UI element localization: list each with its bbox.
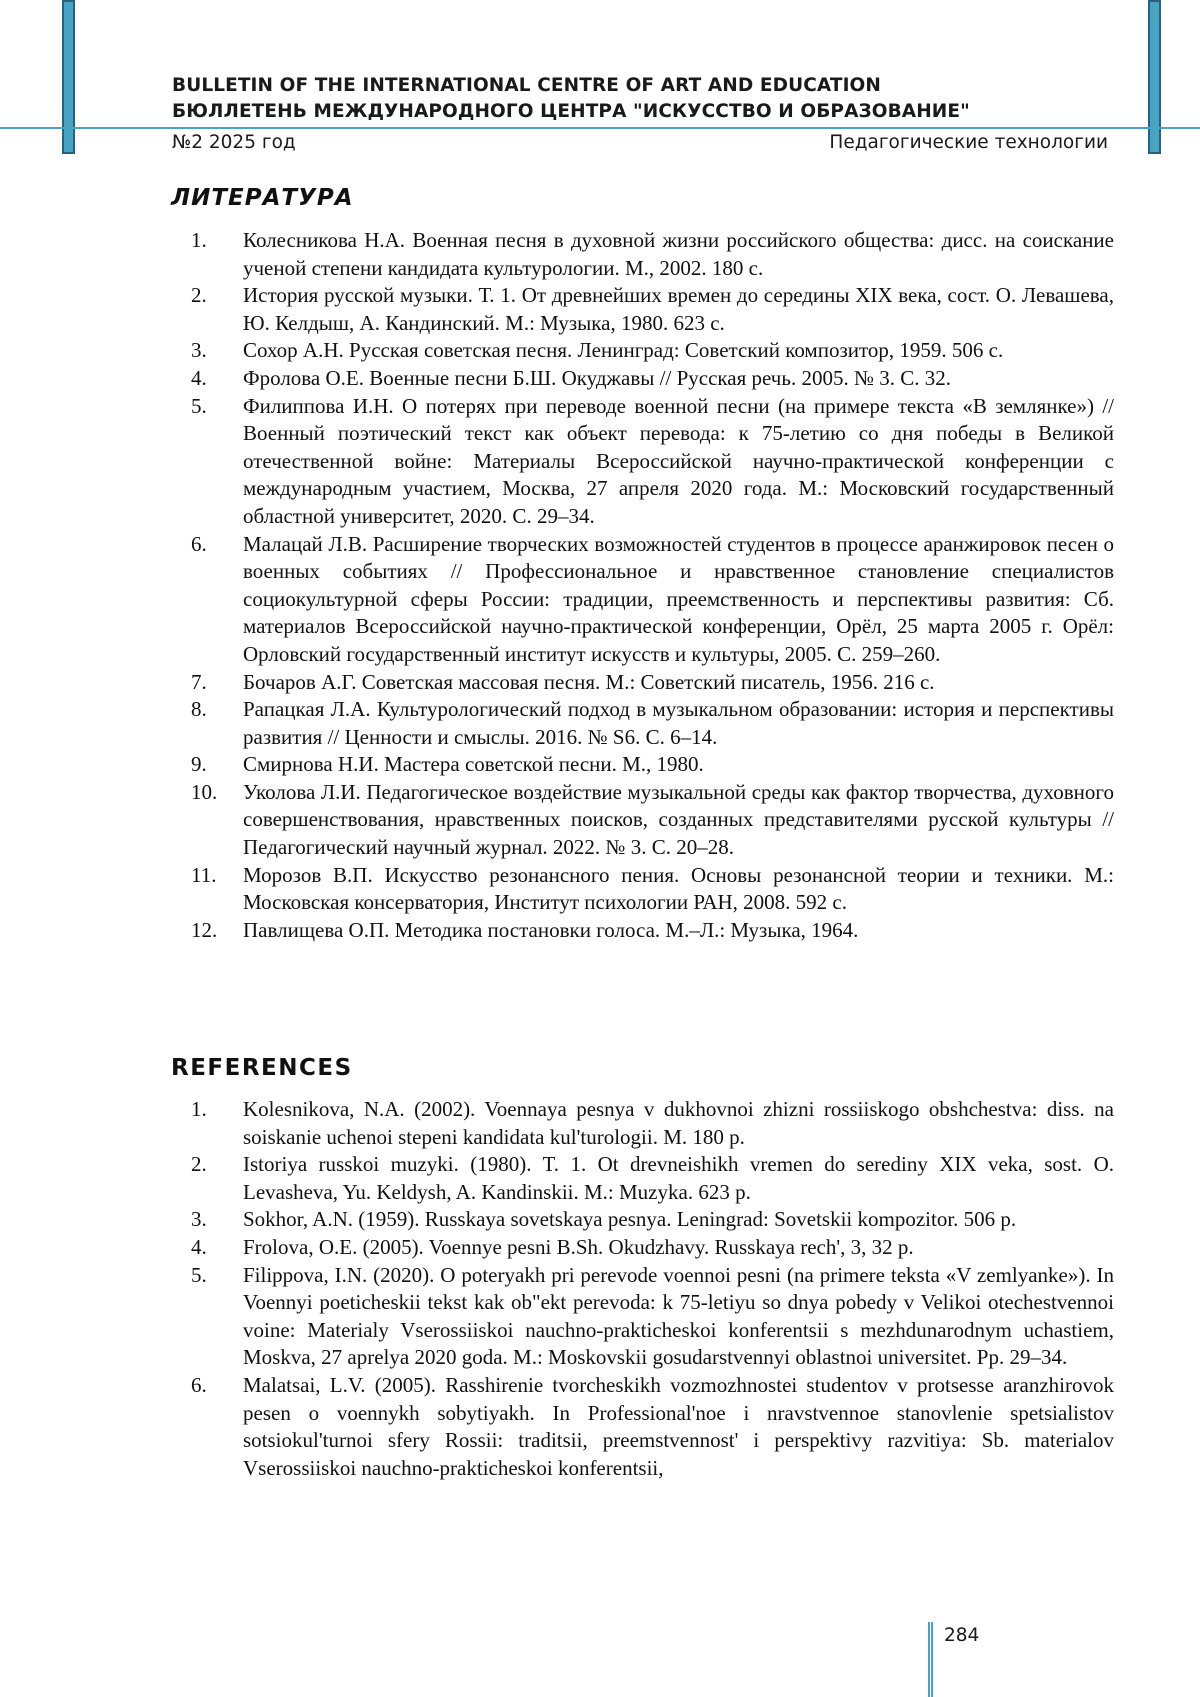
references-heading: REFERENCES bbox=[171, 1055, 353, 1081]
reference-item bbox=[191, 227, 1114, 282]
section-label: Педагогические технологии bbox=[829, 132, 1108, 153]
reference-text: Малацай Л.В. Расширение творческих возможностей студентов в процессе аранжировок песен о военных событиях // Профессиональное и нравственное становление специалистов социокультурной сферы России: традиции, преемственность и перспективы развития: Сб. материалов Всероссийской научно-практической конференции, Орёл, 25 марта 2005 г. Орёл: Орловский государственный институт искусств и культуры, 2005. С. 259–260. bbox=[243, 531, 1114, 666]
reference-number: 1. bbox=[191, 1097, 207, 1121]
reference-item bbox=[191, 1372, 1114, 1482]
references-list bbox=[191, 1096, 1114, 1482]
reference-text: Уколова Л.И. Педагогическое воздействие музыкальной среды как фактор творчества, духовного совершенствования, нравственных поисков, созданных представителями русской культуры // Педагогический научный журнал. 2022. № 3. С. 20–28. bbox=[243, 779, 1114, 860]
reference-text: Фролова О.Е. Военные песни Б.Ш. Окуджавы // Русская речь. 2005. № 3. С. 32. bbox=[243, 365, 951, 390]
reference-item bbox=[191, 862, 1114, 917]
reference-text: История русской музыки. Т. 1. От древнейших времен до середины XIX века, сост. О. Левашева, Ю. Келдыш, А. Кандинский. М.: Музыка, 1980. 623 с. bbox=[243, 283, 1114, 335]
reference-number: 4. bbox=[191, 365, 207, 390]
reference-item bbox=[191, 282, 1114, 337]
reference-text: Kolesnikova, N.A. (2002). Voennaya pesnya v dukhovnoi zhizni rossiiskogo obshchestva: diss. na soiskanie uchenoi stepeni kandidata kul'turologii. M. 180 p. bbox=[243, 1097, 1114, 1149]
reference-number: 5. bbox=[191, 1262, 207, 1287]
reference-text: Malatsai, L.V. (2005). Rasshirenie tvorcheskikh vozmozhnostei studentov v protsesse aranzhirovok pesen o voennykh sobytiyakh. In Professional'noe i nravstvennoe stanovlenie spetsialistov sotsiokul'turnoi sfery Rossii: traditsii, preemstvennost' i perspektivy razvitiya: Sb. materialov Vserossiiskoi nauchno-prakticheskoi konferentsii, bbox=[243, 1372, 1114, 1480]
reference-item bbox=[191, 696, 1114, 751]
reference-item bbox=[191, 1096, 1114, 1151]
reference-item bbox=[191, 337, 1114, 365]
reference-number: 4. bbox=[191, 1234, 207, 1259]
reference-text: Смирнова Н.И. Мастера советской песни. М., 1980. bbox=[243, 752, 704, 777]
reference-text: Колесникова Н.А. Военная песня в духовной жизни российского общества: дисс. на соискание ученой степени кандидата культурологии. М., 2002. 180 с. bbox=[243, 228, 1114, 280]
journal-header bbox=[172, 73, 1112, 125]
reference-text: Frolova, O.E. (2005). Voennye pesni B.Sh. Okudzhavy. Russkaya rech', 3, 32 p. bbox=[243, 1234, 914, 1259]
literature-list bbox=[191, 227, 1114, 944]
page-number-bar bbox=[928, 1622, 933, 1697]
reference-text: Сохор А.Н. Русская советская песня. Ленинград: Советский композитор, 1959. 506 с. bbox=[243, 338, 1004, 363]
reference-item bbox=[191, 1206, 1114, 1234]
reference-item bbox=[191, 917, 1114, 945]
reference-item bbox=[191, 531, 1114, 669]
literature-heading: ЛИТЕРАТУРА bbox=[171, 185, 354, 211]
left-decorative-bar bbox=[62, 0, 75, 154]
reference-number: 2. bbox=[191, 1152, 207, 1177]
reference-number: 3. bbox=[191, 338, 207, 363]
reference-item bbox=[191, 669, 1114, 697]
journal-title-en: BULLETIN OF THE INTERNATIONAL CENTRE OF ART AND EDUCATION bbox=[172, 75, 881, 96]
reference-text: Sokhor, A.N. (1959). Russkaya sovetskaya pesnya. Leningrad: Sovetskii kompozitor. 506 p. bbox=[243, 1207, 1017, 1232]
journal-title-ru: БЮЛЛЕТЕНЬ МЕЖДУНАРОДНОГО ЦЕНТРА "ИСКУССТВО И ОБРАЗОВАНИЕ" bbox=[172, 101, 970, 122]
reference-number: 6. bbox=[191, 1372, 207, 1397]
reference-number: 6. bbox=[191, 531, 207, 556]
reference-text: Filippova, I.N. (2020). O poteryakh pri perevode voennoi pesni (na primere teksta «V zemlyanke»). In Voennyi poeticheskii tekst kak ob"ekt perevoda: k 75-letiyu so dnya pobedy v Velikoi otechestvennoi voine: Materialy Vserossiiskoi nauchno-prakticheskoi konferentsii s mezhdunarodnym uchastiem, Moskva, 27 aprelya 2020 goda. M.: Moskovskii gosudarstvennyi oblastnoi universitet. Pp. 29–34. bbox=[243, 1262, 1114, 1370]
reference-text: Филиппова И.Н. О потерях при переводе военной песни (на примере текста «В землянке») // Военный поэтический текст как объект перевода: к 75-летию со дня победы в Великой отечественной войне: Материалы Всероссийской научно-практической конференции с международным участием, Москва, 27 апреля 2020 года. М.: Московский государственный областной университет, 2020. С. 29–34. bbox=[243, 393, 1114, 528]
reference-item bbox=[191, 393, 1114, 531]
reference-number: 8. bbox=[191, 697, 207, 722]
reference-item bbox=[191, 779, 1114, 862]
reference-item bbox=[191, 365, 1114, 393]
reference-item bbox=[191, 1151, 1114, 1206]
reference-number: 12. bbox=[191, 917, 218, 942]
reference-item bbox=[191, 1234, 1114, 1262]
reference-number: 7. bbox=[191, 669, 207, 694]
reference-number: 10. bbox=[191, 779, 218, 804]
issue-label: №2 2025 год bbox=[172, 132, 296, 153]
reference-text: Павлищева О.П. Методика постановки голоса. М.–Л.: Музыка, 1964. bbox=[243, 917, 859, 942]
reference-number: 2. bbox=[191, 283, 207, 308]
reference-number: 9. bbox=[191, 752, 207, 777]
reference-text: Бочаров А.Г. Советская массовая песня. М.: Советский писатель, 1956. 216 с. bbox=[243, 669, 935, 694]
reference-text: Istoriya russkoi muzyki. (1980). T. 1. Ot drevneishikh vremen do serediny XIX veka, sost. O. Levasheva, Yu. Keldysh, A. Kandinskii. M.: Muzyka. 623 p. bbox=[243, 1152, 1114, 1204]
header-rule bbox=[0, 127, 1200, 129]
right-decorative-bar bbox=[1148, 0, 1161, 154]
reference-item bbox=[191, 1262, 1114, 1372]
reference-number: 5. bbox=[191, 393, 207, 418]
reference-text: Рапацкая Л.А. Культурологический подход в музыкальном образовании: история и перспективы развития // Ценности и смыслы. 2016. № S6. С. 6–14. bbox=[243, 697, 1114, 749]
reference-number: 1. bbox=[191, 228, 207, 252]
page-number: 284 bbox=[944, 1625, 980, 1646]
reference-number: 3. bbox=[191, 1207, 207, 1232]
reference-item bbox=[191, 751, 1114, 779]
reference-text: Морозов В.П. Искусство резонансного пения. Основы резонансной теории и техники. М.: Московская консерватория, Институт психологии РАН, 2008. 592 с. bbox=[243, 862, 1114, 915]
reference-number: 11. bbox=[191, 862, 217, 887]
